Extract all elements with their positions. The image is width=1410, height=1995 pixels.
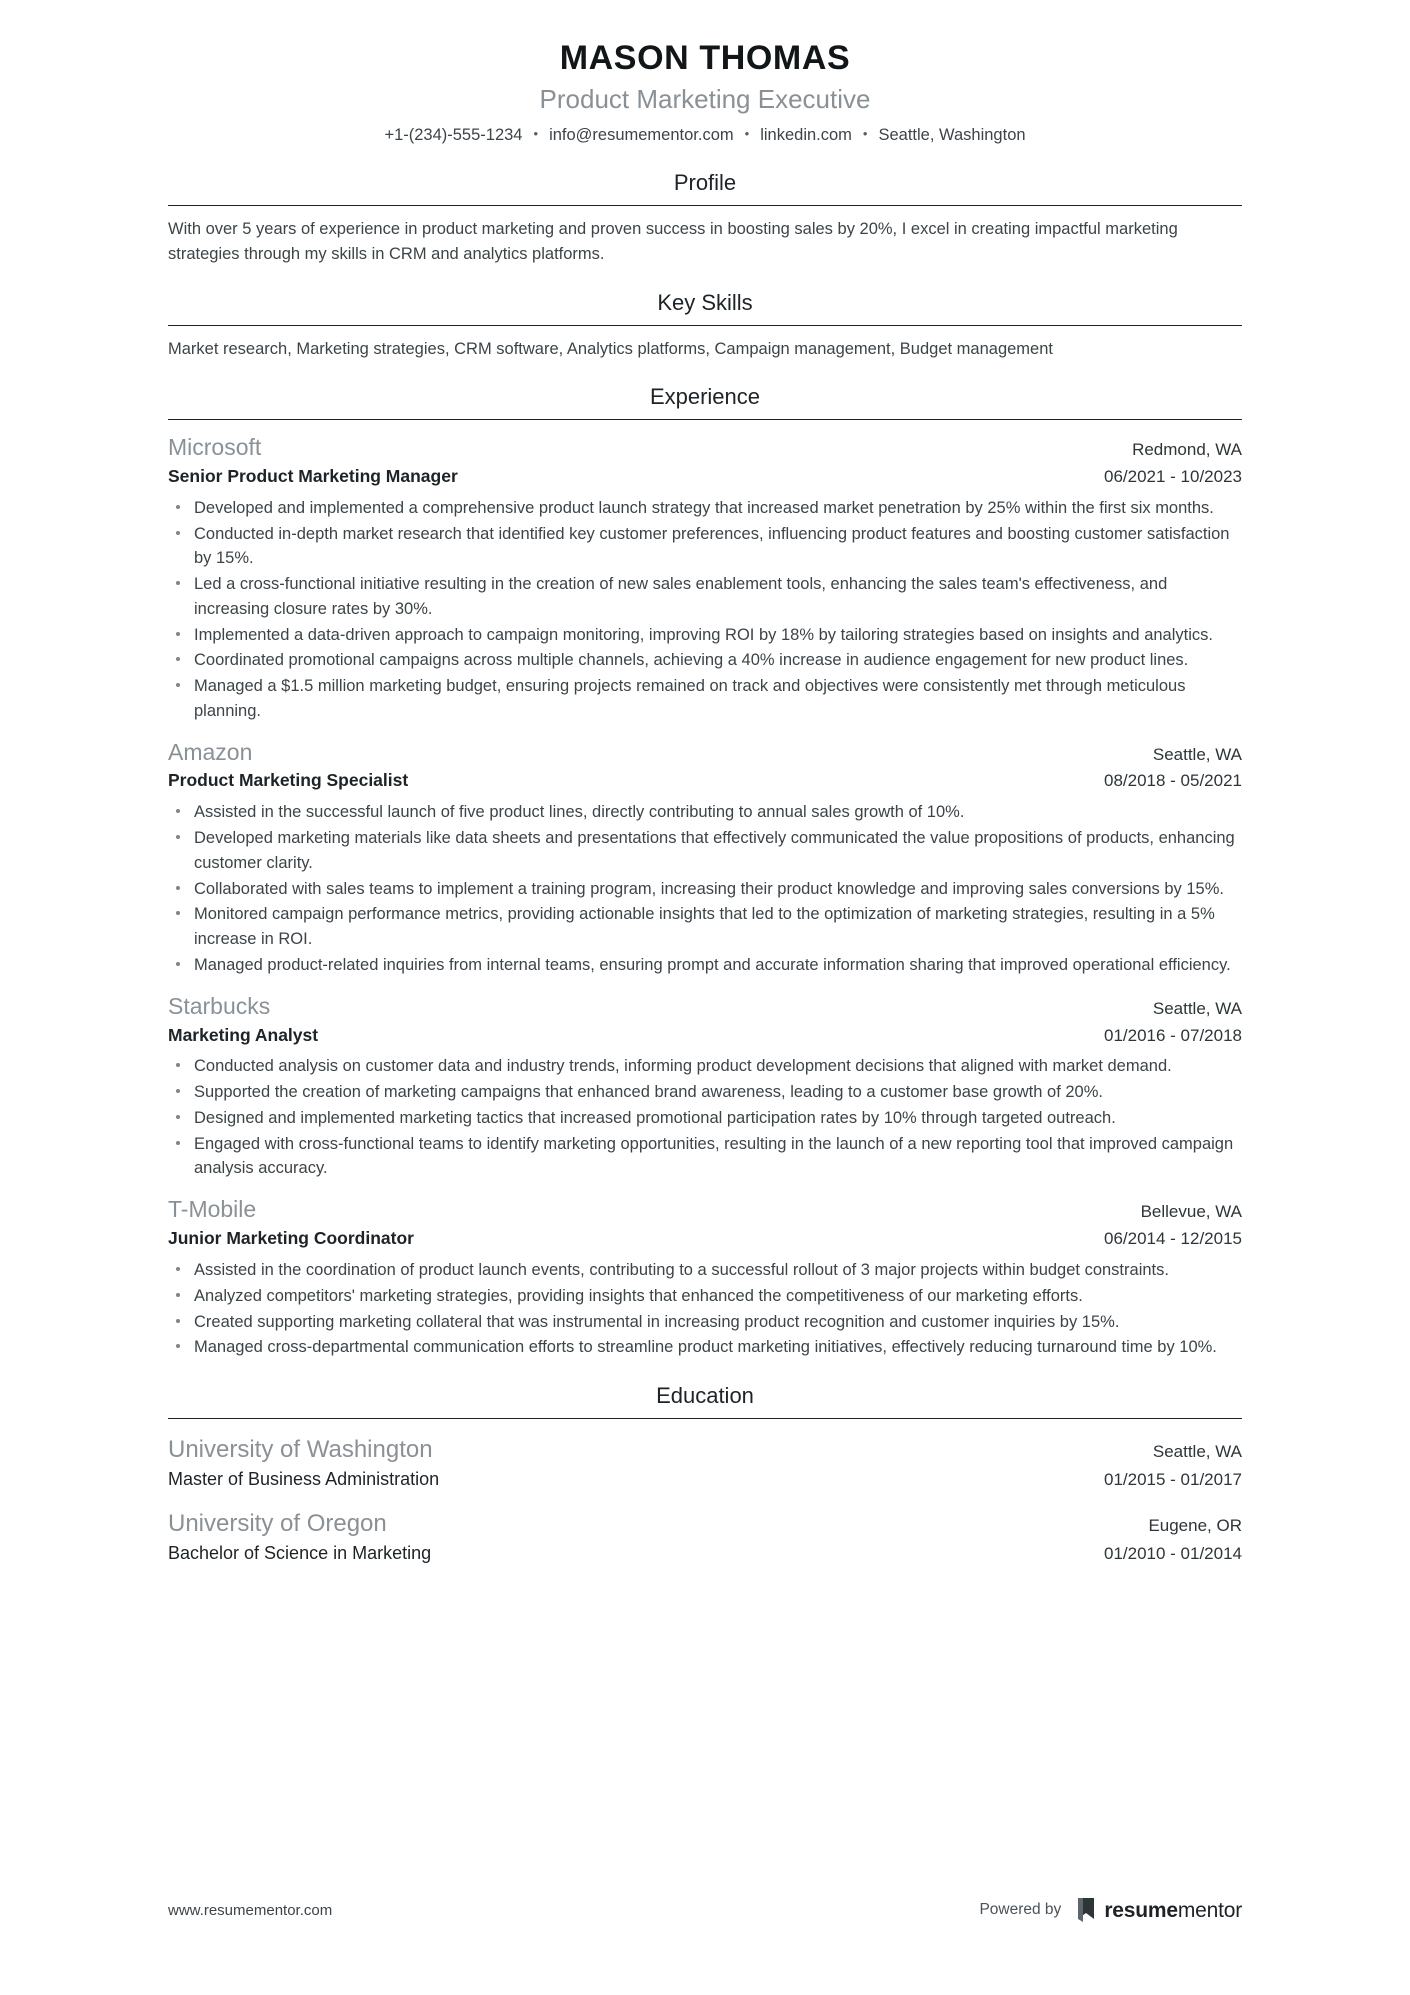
responsibility-item: Engaged with cross-functional teams to identify marketing opportunities, resulting in the launch of a new reporting tool that improved campaign analysis accuracy. [168,1132,1242,1182]
employment-dates: 06/2021 - 10/2023 [1103,466,1242,486]
degree-name: Master of Business Administration [168,1468,440,1489]
bookmark-icon [1075,1897,1097,1923]
responsibility-list [168,1258,1242,1360]
section-experience [168,383,1242,1360]
responsibility-item: Supported the creation of marketing campaigns that enhanced brand awareness, leading to a customer base growth of 20%. [168,1080,1242,1105]
section-body-experience [168,420,1242,1360]
entry-row [168,1227,1242,1251]
bullet-dot-icon [176,911,180,915]
bullet-dot-icon [176,632,180,636]
section-heading-key-skills: Key Skills [657,290,753,316]
employment-dates: 01/2016 - 07/2018 [1103,1025,1242,1045]
responsibility-item: Assisted in the coordination of product launch events, contributing to a successful rollout of 3 major projects within budget constraints. [168,1258,1242,1283]
responsibility-item: Conducted analysis on customer data and industry trends, informing product development decisions that aligned with market demand. [168,1054,1242,1079]
education-entry [168,1508,1242,1566]
bullet-dot-icon [176,962,180,966]
section-body-profile [168,206,1242,267]
employer-location: Bellevue, WA [1140,1202,1242,1222]
responsibility-item: Assisted in the successful launch of five product lines, directly contributing to annual sales growth of 10%. [168,800,1242,825]
entry-row [168,433,1242,463]
responsibility-item: Managed a $1.5 million marketing budget, ensuring projects remained on track and objectives were consistently met through meticulous planning. [168,674,1242,724]
bullet-dot-icon [176,581,180,585]
employer-location: Seattle, WA [1152,744,1242,764]
bullet-dot-icon [176,809,180,813]
bullet-dot-icon [176,886,180,890]
bullet-dot-icon [176,835,180,839]
employment-dates: 06/2014 - 12/2015 [1103,1229,1242,1249]
responsibility-item: Implemented a data-driven approach to campaign monitoring, improving ROI by 18% by tailoring strategies based on insights and analytics. [168,623,1242,648]
school-name: University of Oregon [168,1509,387,1537]
job-title: Product Marketing Specialist [168,770,409,791]
responsibility-item: Collaborated with sales teams to implement a training program, increasing their product knowledge and improving sales conversions by 15%. [168,877,1242,902]
footer-website-url[interactable]: www.resumementor.com [168,1901,333,1919]
contact-separator-icon: • [533,125,539,141]
profile-summary-text: With over 5 years of experience in product marketing and proven success in boosting sales by 20%, I excel in creating impactful marketing strategies through my skills in CRM and analytics platforms. [168,219,1178,263]
bullet-dot-icon [176,1344,180,1348]
bullet-dot-icon [176,505,180,509]
section-key-skills [168,289,1242,361]
employment-dates: 08/2018 - 05/2021 [1103,771,1242,791]
contact-email[interactable]: info@resumementor.com [549,126,734,145]
entry-row [168,992,1242,1022]
school-name: University of Washington [168,1435,433,1463]
entry-row [168,769,1242,793]
section-profile [168,169,1242,267]
powered-by-label: Powered by [979,1901,1062,1918]
bullet-dot-icon [176,531,180,535]
contact-line [168,124,1242,147]
bullet-dot-icon [176,1115,180,1119]
study-dates: 01/2015 - 01/2017 [1103,1469,1242,1489]
degree-name: Bachelor of Science in Marketing [168,1542,432,1563]
footer-branding [979,1897,1242,1923]
bullet-dot-icon [176,1293,180,1297]
section-body-key-skills [168,326,1242,362]
brand-word-resume: resume [1104,1898,1178,1922]
section-body-education [168,1419,1242,1566]
responsibility-list [168,496,1242,724]
entry-row [168,465,1242,489]
entry-row [168,1195,1242,1225]
experience-entry [168,738,1242,978]
job-title: Junior Marketing Coordinator [168,1228,414,1249]
entry-row [168,1434,1242,1465]
employer-name: Amazon [168,738,253,765]
contact-separator-icon: • [862,125,868,141]
study-dates: 01/2010 - 01/2014 [1103,1543,1242,1563]
school-location: Eugene, OR [1148,1515,1242,1535]
employer-name: T-Mobile [168,1196,257,1223]
job-title: Marketing Analyst [168,1024,319,1045]
responsibility-item: Developed and implemented a comprehensive product launch strategy that increased market penetration by 25% within the first six months. [168,496,1242,521]
key-skills-list: Market research, Marketing strategies, CRM software, Analytics platforms, Campaign management, Budget management [168,339,1053,358]
bullet-dot-icon [176,1063,180,1067]
responsibility-list [168,800,1242,977]
responsibility-item: Managed product-related inquiries from internal teams, ensuring prompt and accurate information sharing that improved operational efficiency. [168,953,1242,978]
contact-phone[interactable]: +1-(234)-555-1234 [384,126,523,145]
responsibility-item: Designed and implemented marketing tactics that increased promotional participation rates by 10% through targeted outreach. [168,1106,1242,1131]
entry-row [168,1467,1242,1492]
bullet-dot-icon [176,1319,180,1323]
responsibility-item: Developed marketing materials like data sheets and presentations that effectively communicated the value propositions of products, enhancing customer clarity. [168,826,1242,876]
page-title: MASON THOMAS [559,39,851,77]
employer-location: Redmond, WA [1132,439,1242,459]
responsibility-item: Led a cross-functional initiative resulting in the creation of new sales enablement tools, enhancing the sales team's effectiveness, and increasing closure rates by 30%. [168,572,1242,622]
resume-header [168,30,1242,147]
bullet-dot-icon [176,657,180,661]
experience-entry [168,992,1242,1182]
bullet-dot-icon [176,683,180,687]
responsibility-item: Coordinated promotional campaigns across multiple channels, achieving a 40% increase in audience engagement for new product lines. [168,648,1242,673]
responsibility-item: Analyzed competitors' marketing strategies, providing insights that enhanced the competitiveness of our marketing efforts. [168,1284,1242,1309]
responsibility-item: Managed cross-departmental communication efforts to streamline product marketing initiatives, effectively reducing turnaround time by 10%. [168,1335,1242,1360]
responsibility-item: Monitored campaign performance metrics, providing actionable insights that led to the optimization of marketing strategies, resulting in a 5% increase in ROI. [168,902,1242,952]
entry-row [168,1508,1242,1539]
employer-name: Starbucks [168,992,271,1019]
page-footer [168,1897,1242,1923]
brand-word-mentor: mentor [1177,1898,1242,1922]
job-title: Senior Product Marketing Manager [168,465,458,486]
school-location: Seattle, WA [1152,1441,1242,1461]
resumementor-logo[interactable] [1075,1897,1242,1923]
entry-row [168,1024,1242,1048]
brand-wordmark [1104,1900,1242,1921]
contact-website[interactable]: linkedin.com [760,126,852,145]
entry-row [168,1541,1242,1566]
section-heading-education: Education [656,1383,754,1409]
section-education [168,1382,1242,1566]
experience-entry [168,1195,1242,1360]
responsibility-list [168,1054,1242,1181]
education-entry [168,1434,1242,1492]
employer-location: Seattle, WA [1152,998,1242,1018]
contact-location: Seattle, Washington [878,126,1026,145]
headline-job-title: Product Marketing Executive [539,84,871,115]
experience-entry [168,433,1242,724]
section-heading-experience: Experience [649,384,761,410]
employer-name: Microsoft [168,433,262,460]
contact-separator-icon: • [744,125,750,141]
responsibility-item: Conducted in-depth market research that identified key customer preferences, influencing product features and boosting customer satisfaction by 15%. [168,522,1242,572]
entry-row [168,738,1242,768]
bullet-dot-icon [176,1267,180,1271]
bullet-dot-icon [176,1089,180,1093]
bullet-dot-icon [176,1141,180,1145]
section-heading-profile: Profile [673,170,737,196]
responsibility-item: Created supporting marketing collateral that was instrumental in increasing product recognition and customer inquiries by 15%. [168,1310,1242,1335]
